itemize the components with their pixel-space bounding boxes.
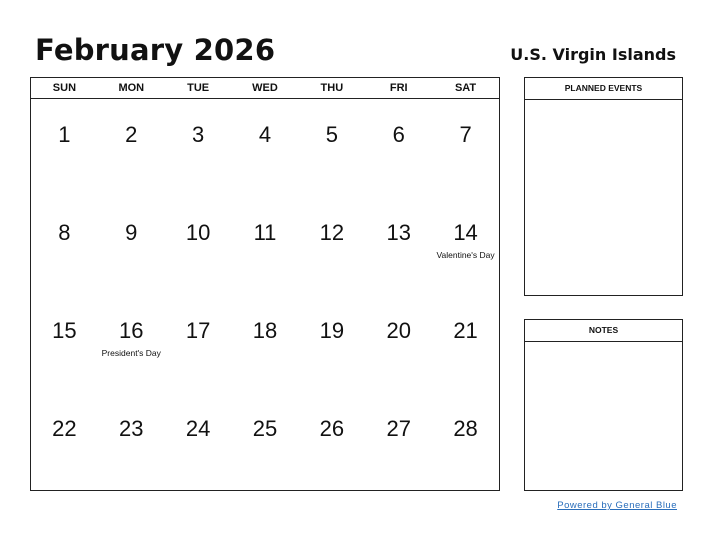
dow-sat: SAT xyxy=(454,82,477,94)
day-number: 6 xyxy=(392,122,405,147)
day-cell xyxy=(165,99,232,197)
day-cell xyxy=(365,197,432,295)
day-cell xyxy=(365,393,432,491)
planned-events-heading: PLANNED EVENTS xyxy=(525,78,682,100)
day-number: 21 xyxy=(453,318,478,343)
day-number: 3 xyxy=(192,122,205,147)
day-number: 22 xyxy=(52,416,77,441)
day-cell xyxy=(232,99,299,197)
day-cell xyxy=(31,197,98,295)
day-of-week-header xyxy=(31,78,499,99)
day-cell xyxy=(165,295,232,393)
day-number: 9 xyxy=(125,220,138,245)
day-cell xyxy=(31,99,98,197)
day-number: 25 xyxy=(252,416,278,441)
day-number: 26 xyxy=(319,416,345,441)
day-cell xyxy=(31,295,98,393)
day-number: 18 xyxy=(252,318,278,343)
day-cell xyxy=(432,393,499,491)
day-cell xyxy=(432,197,499,295)
region-label: U.S. Virgin Islands xyxy=(510,45,676,64)
day-cell xyxy=(165,393,232,491)
day-cell xyxy=(298,197,365,295)
day-number: 27 xyxy=(386,416,411,441)
page-title: February 2026 xyxy=(35,33,276,67)
day-number: 14 xyxy=(453,220,478,245)
day-number: 15 xyxy=(52,318,77,343)
day-cell xyxy=(298,295,365,393)
calendar-weeks xyxy=(31,99,499,491)
day-cell xyxy=(98,295,165,393)
day-number: 11 xyxy=(253,220,277,245)
day-cell xyxy=(432,99,499,197)
day-number: 4 xyxy=(258,122,272,147)
day-cell xyxy=(432,295,499,393)
day-number: 19 xyxy=(319,318,345,343)
day-number: 16 xyxy=(119,318,144,343)
day-cell xyxy=(232,393,299,491)
planned-events-panel xyxy=(524,77,683,296)
day-number: 8 xyxy=(58,220,71,245)
day-number: 7 xyxy=(459,122,472,147)
day-number: 28 xyxy=(453,416,478,441)
day-cell xyxy=(298,393,365,491)
day-cell xyxy=(232,197,299,295)
day-cell xyxy=(232,295,299,393)
day-cell xyxy=(298,99,365,197)
notes-panel xyxy=(524,319,683,491)
powered-by-link[interactable]: Powered by General Blue xyxy=(557,500,677,511)
day-number: 1 xyxy=(58,122,71,147)
notes-heading: NOTES xyxy=(525,320,682,342)
day-number: 13 xyxy=(386,220,411,245)
dow-wed: WED xyxy=(252,82,278,94)
dow-sun: SUN xyxy=(52,82,77,94)
day-cell xyxy=(31,393,98,491)
day-number: 20 xyxy=(386,318,411,343)
day-number: 24 xyxy=(185,416,211,441)
day-number: 5 xyxy=(325,122,338,147)
day-number: 12 xyxy=(319,220,345,245)
dow-mon: MON xyxy=(118,82,145,94)
day-cell xyxy=(98,393,165,491)
calendar-grid xyxy=(30,77,500,491)
day-number: 23 xyxy=(119,416,144,441)
day-cell xyxy=(365,295,432,393)
day-cell xyxy=(365,99,432,197)
dow-tue: TUE xyxy=(187,82,210,94)
holiday-label: President's Day xyxy=(101,348,161,358)
day-cell xyxy=(165,197,232,295)
holiday-label: Valentine's Day xyxy=(436,250,495,260)
day-cell xyxy=(98,99,165,197)
dow-fri: FRI xyxy=(389,82,408,94)
day-number: 2 xyxy=(125,122,138,147)
day-cell xyxy=(98,197,165,295)
day-number: 17 xyxy=(185,318,211,343)
dow-thu: THU xyxy=(320,82,344,94)
day-number: 10 xyxy=(185,220,211,245)
